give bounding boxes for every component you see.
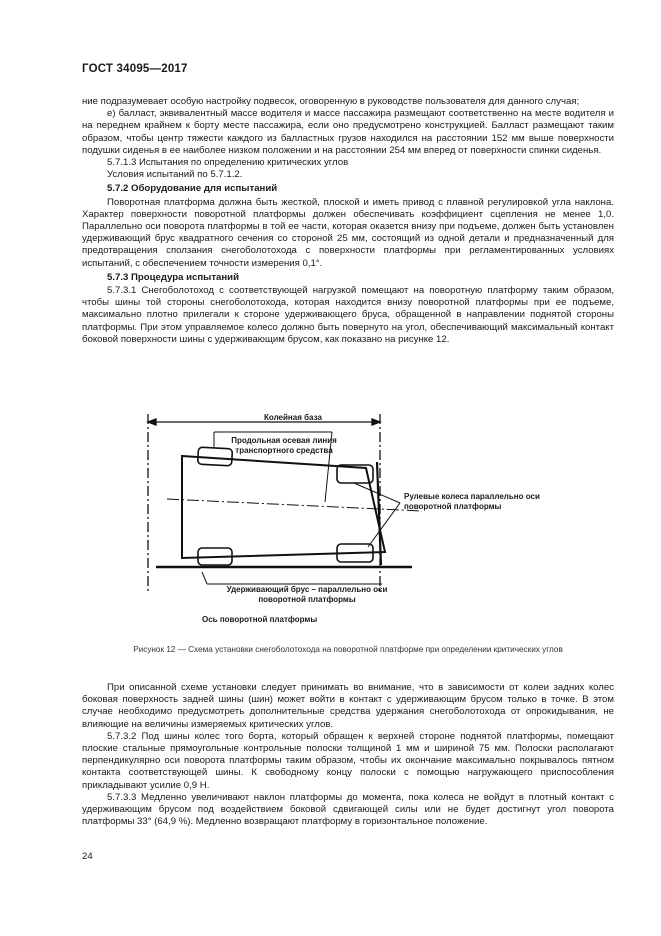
arrow-right-icon bbox=[372, 419, 380, 425]
paragraph: 5.7.3.3 Медленно увеличивают наклон платформы до момента, пока колеса не войдут в плотный контакт с удерживающим брусом под воздействием боковой сдвигающей силы или не будет достигнут угол поворота платформы 33° (64,9 %). Медленно возвращают платформу в горизонтальное положение. bbox=[82, 791, 614, 828]
paragraph: Поворотная платформа должна быть жесткой, плоской и иметь привод с плавной регулировкой угла наклона. Характер поверхности поворотной платформы должен обеспечивать коэффициент сцепления не менее 1,0. Параллельно оси поворота платформы в той ее части, которая оказется внизу при подъеме, должен быть установлен удерживающий брус квадратного сечения со стороной 25 мм, состоящий из одной детали и предназначенный для предотвращения сползания снегоболотохода с поверхности платформы при регламентированных условиях испытаний, с обеспечением точности измерения 0,1°. bbox=[82, 196, 614, 269]
label-wheels: Рулевые колеса параллельно оси поворотной платформы bbox=[404, 492, 540, 511]
paragraph: 5.7.3.2 Под шины колес того борта, который обращен к верхней стороне поднятой платформы, помещают плоские стальные прямоугольные контрольные полоски толщиной 1 мм и шириной 75 мм. Полоски располагают перпендикулярно оси поворота платформы таким образом, чтобы их окончание максимально покрывалось пятном контакта соответствующей шины. К свободному концу полоски с помощью нагружающего приспособления прикладывают усилие 0,9 Н. bbox=[82, 730, 614, 791]
vehicle-body bbox=[182, 456, 385, 558]
label-axis: Продольная осевая линия транспортного средства bbox=[231, 436, 337, 455]
arrow-left-icon bbox=[148, 419, 156, 425]
vehicle-axis bbox=[167, 499, 422, 511]
leader-line bbox=[368, 503, 400, 547]
paragraph: При описанной схеме установки следует принимать во внимание, что в зависимости от колеи задних колес боковая поверхность задней шины (шин) может войти в контакт с удерживающим брусом только в точке. В этом случае необходимо предусмотреть дополнительные средства удержания снегоболотохода от опрокидывания, не влияющие на величины измеряемых критических углов. bbox=[82, 682, 614, 730]
leader-line bbox=[202, 572, 207, 584]
figure-caption: Рисунок 12 — Схема установки снегоболотохода на поворотной платформе при определении критических углов bbox=[133, 645, 563, 654]
paragraph: ние подразумевает особую настройку подвесок, оговоренную в руководстве пользователя для данного случая; bbox=[82, 96, 580, 107]
figure-12 bbox=[82, 402, 614, 632]
paragraph: 5.7.1.3 Испытания по определению критических углов bbox=[107, 157, 349, 169]
label-retaining-bar: Удерживающий брус – параллельно оси поворотной платформы bbox=[226, 585, 388, 604]
section-heading: 5.7.2 Оборудование для испытаний bbox=[107, 183, 278, 195]
page-number: 24 bbox=[82, 851, 93, 862]
paragraph: 5.7.3.1 Снегоболотоход с соответствующей нагрузкой помещают на поворотную платформу таким образом, чтобы шины той стороны снегоболотохода, которая находится внизу поворотной платформы при ее подъеме, максимально плотно прилегали к стороне удерживающего бруса, обращенной в направлении поднятой стороны платформы. При этом управляемое колесо должно быть повернуто на угол, обеспечивающий максимальный контакт боковой поверхности шины с удерживающим брусом, как показано на рисунке 12. bbox=[82, 285, 614, 345]
label-pivot-axis: Ось поворотной платформы bbox=[202, 615, 318, 624]
paragraph: Условия испытаний по 5.7.1.2. bbox=[107, 169, 243, 181]
section-bottom bbox=[82, 682, 614, 828]
document-header: ГОСТ 34095—2017 bbox=[82, 63, 188, 75]
paragraph: е) балласт, эквивалентный массе водителя и массе пассажира размещают соответственно на месте водителя и на переднем крайнем к борту месте пассажира, если оно предусмотрено конструкцией. Балласт размещают таким образом, чтобы центр тяжести каждого из балластных грузов находился на расстоянии 152 мм выше поверхности подушки сиденья в ее наиболее низком положении и на расстоянии 254 мм вперед от поверхности спинки сиденья. bbox=[82, 108, 614, 156]
section-heading: 5.7.3 Процедура испытаний bbox=[107, 271, 239, 283]
section-top bbox=[82, 96, 614, 346]
label-track: Колейная база bbox=[264, 413, 322, 422]
